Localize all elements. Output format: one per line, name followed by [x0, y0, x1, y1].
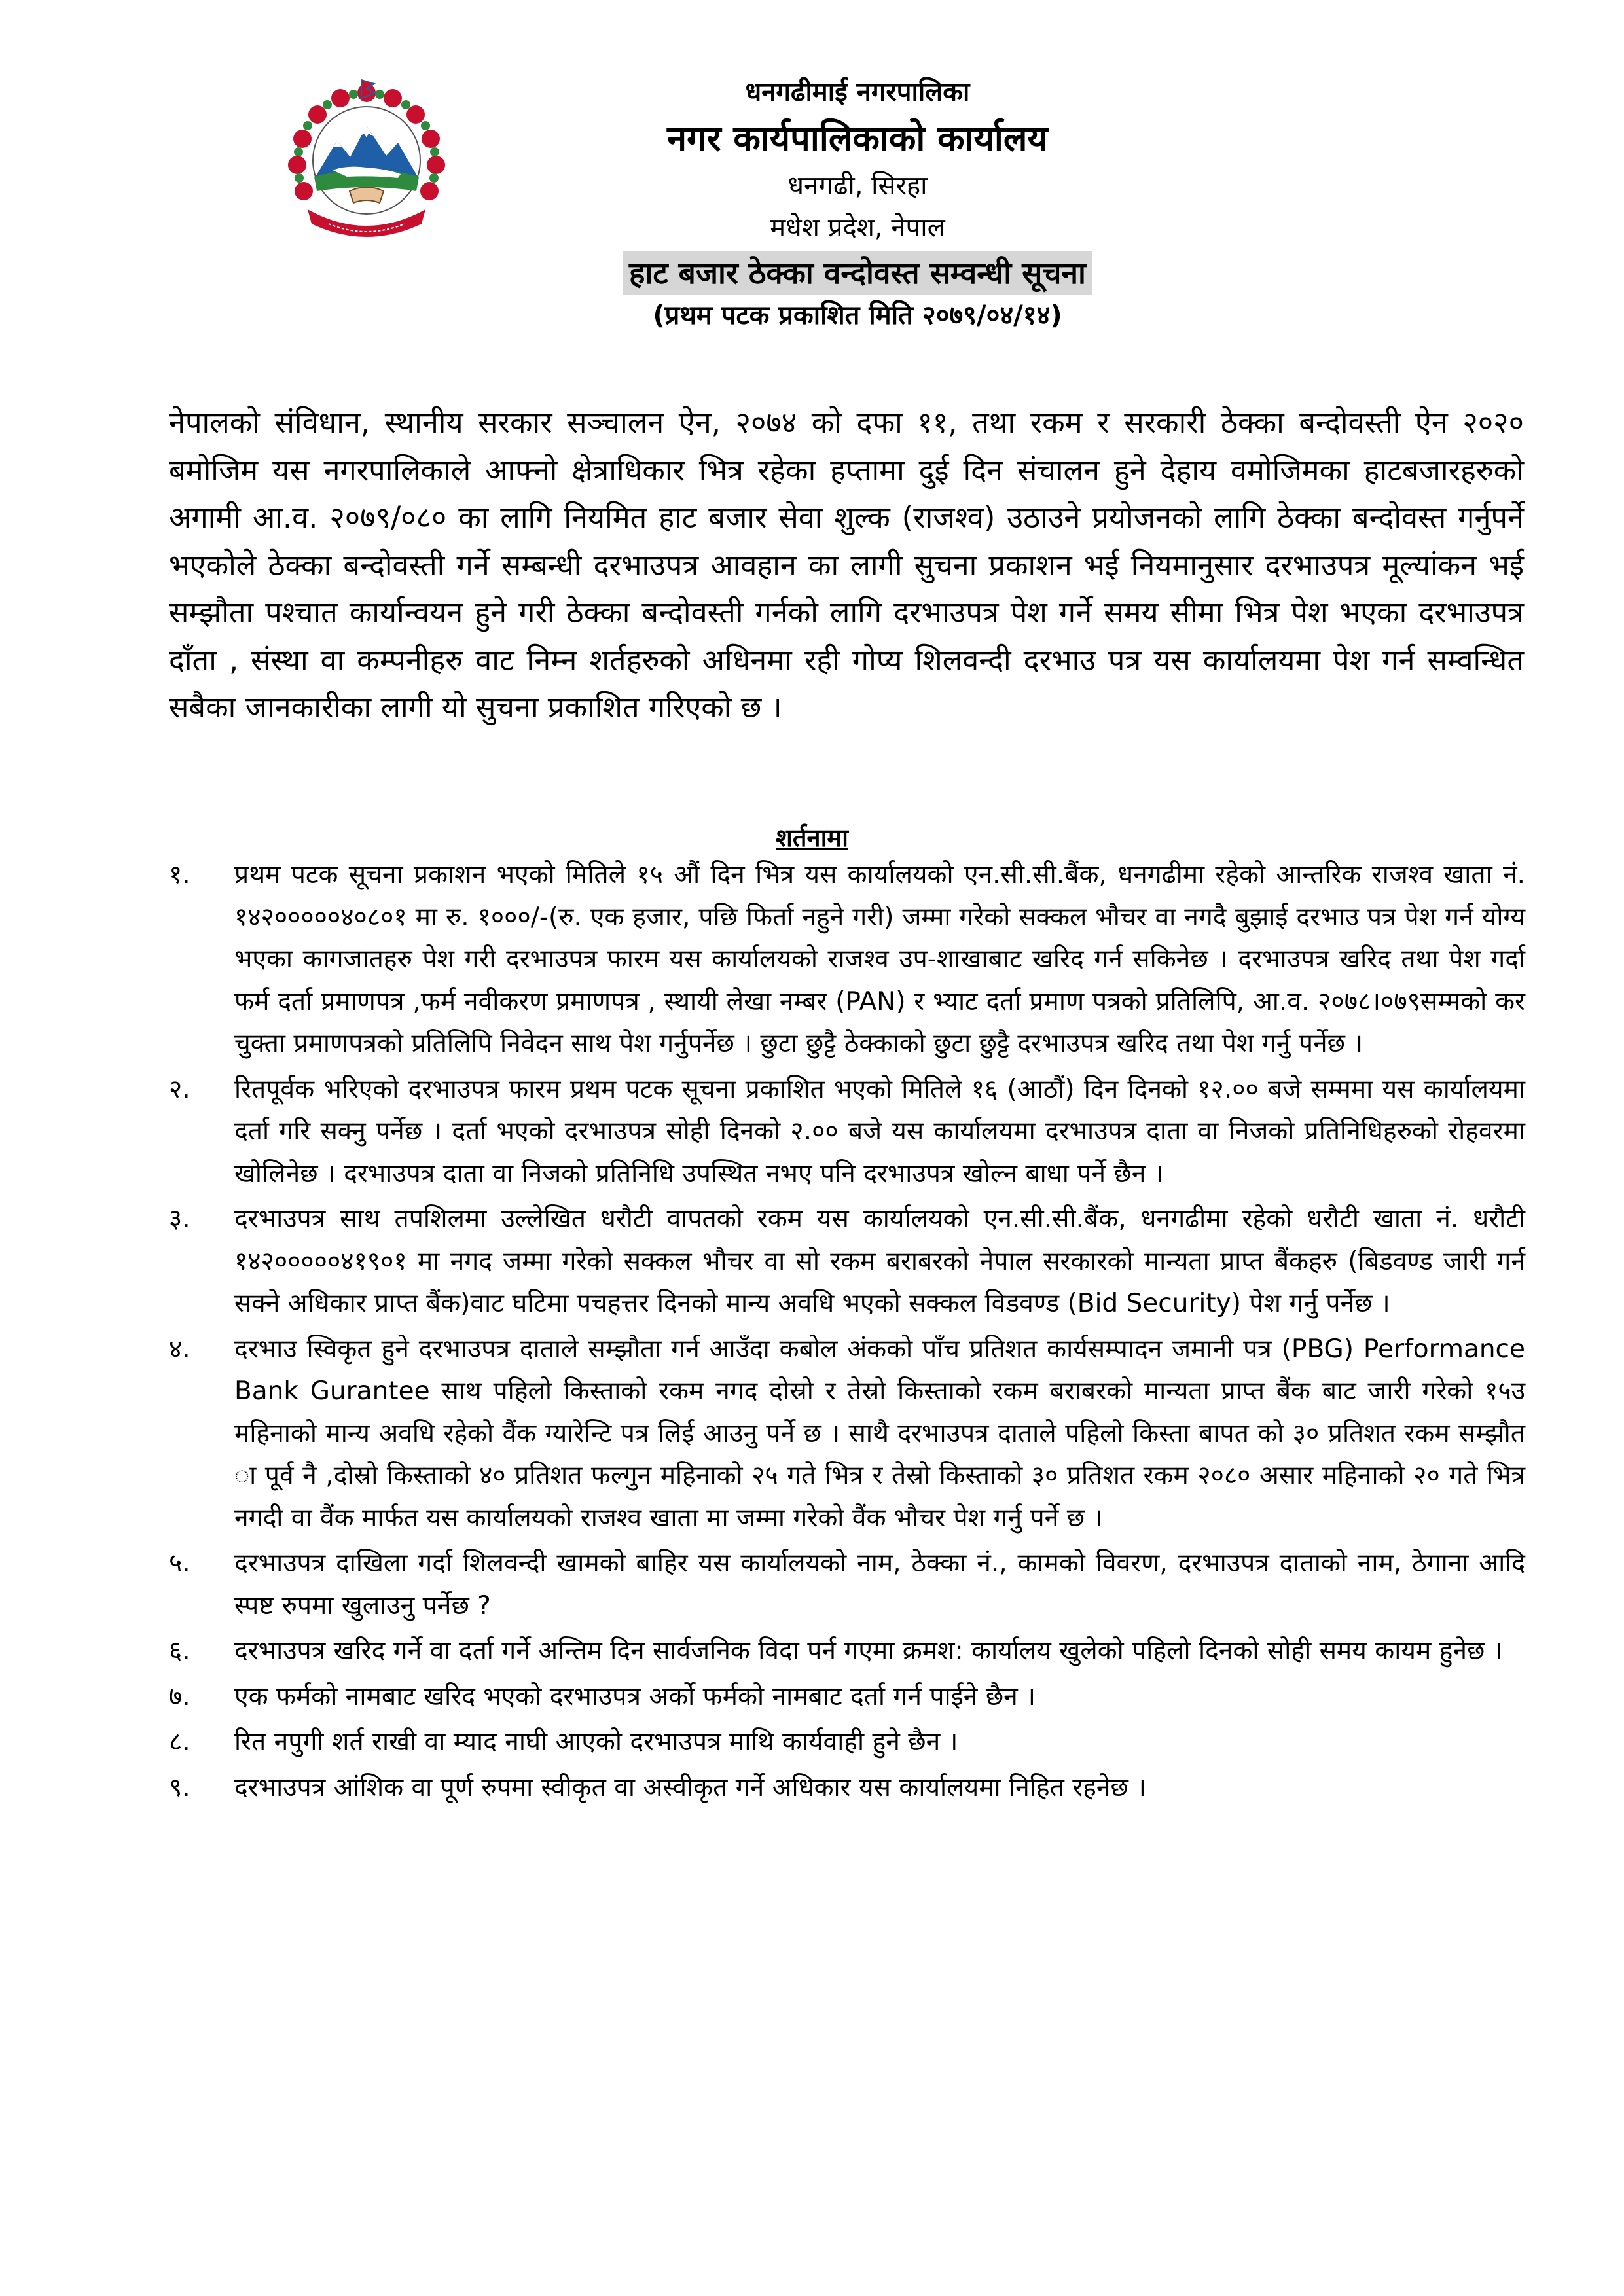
nepal-government-emblem-icon	[281, 79, 452, 249]
condition-number: ९.	[169, 1772, 190, 1803]
address-line-1: धनगढी, सिरहा	[787, 171, 928, 201]
condition-number: १.	[169, 860, 190, 889]
condition-text: दरभाउपत्र आंशिक वा पूर्ण रुपमा स्वीकृत वा अस्वीकृत गर्ने अधिकार यस कार्यालयमा निहित रहनेछ ।	[234, 1772, 1147, 1803]
condition-number: ७.	[169, 1681, 190, 1712]
intro-paragraph: नेपालको संविधान, स्थानीय सरकार सञ्चालन ऐन, २०७४ को दफा ११, तथा रकम र सरकारी ठेक्का बन्दोवस्ती ऐन २०२० बमोजिम यस नगरपालिकाले आफ्नो क्षेत्राधिकार भित्र रहेका हप्तामा दुई दिन संचालन हुने देहाय वमोजिमका हाटबजारहरुको अगामी आ.व. २०७९/०८० का लागि नियमित हाट बजार सेवा शुल्क (राजश्व) उठाउने प्रयोजनको लागि ठेक्का बन्दोवस्त गर्नुपर्ने भएकोले ठेक्का बन्दोवस्ती गर्ने सम्बन्धी दरभाउपत्र आवहान का लागी सुचना प्रकाशन भई नियमानुसार दरभाउपत्र मूल्यांकन भई सम्झौता पश्चात कार्यान्वयन हुने गरी ठेक्का बन्दोवस्ती गर्नको लागि दरभाउपत्र पेश गर्ने समय सीमा भित्र पेश भएका दरभाउपत्र दाँता , संस्था वा कम्पनीहरु वाट निम्न शर्तहरुको अधिनमा रही गोप्य शिलवन्दी दरभाउ पत्र यस कार्यालयमा पेश गर्न सम्वन्धित सबैका जानकारीका लागी यो सुचना प्रकाशित गरिएको छ ।	[169, 405, 1524, 725]
condition-item	[169, 1676, 1525, 1719]
municipality-name: धनगढीमाई नगरपालिका	[745, 77, 970, 107]
condition-item	[169, 1069, 1525, 1196]
condition-item	[169, 1721, 1525, 1764]
conditions-list	[169, 854, 1525, 1812]
condition-text: दरभाउपत्र साथ तपशिलमा उल्लेखित धरौटी वापतको रकम यस कार्यालयको एन.सी.सी.बैंक, धनगढीमा रहेको धरौटी खाता नं. धरौटी १४२०००००४१९०१ मा नगद जम्मा गरेको सक्कल भौचर वा सो रकम बराबरको नेपाल सरकारको मान्यता प्राप्त बैंकहरु (बिडवण्ड जारी गर्न सक्ने अधिकार प्राप्त बैंक)वाट घटिमा पचहत्तर दिनको मान्य अवधि भएको सक्कल विडवण्ड (Bid Security) पेश गर्नु पर्नेछ ।	[234, 1204, 1525, 1318]
condition-item	[169, 1198, 1525, 1325]
condition-number: ४.	[169, 1334, 190, 1364]
publish-date: (प्रथम पटक प्रकाशित मिति २०७९/०४/१४)	[653, 300, 1062, 331]
condition-number: ८.	[169, 1727, 190, 1757]
address-line-2: मधेश प्रदेश, नेपाल	[770, 213, 945, 243]
condition-item	[169, 1329, 1525, 1540]
letterhead	[497, 72, 1218, 336]
conditions-title: शर्तनामा	[776, 823, 848, 852]
condition-number: ३.	[169, 1204, 190, 1234]
condition-item	[169, 854, 1525, 1066]
condition-number: २.	[169, 1074, 190, 1104]
condition-number: ६.	[169, 1636, 190, 1666]
condition-item	[169, 1630, 1525, 1673]
condition-text: रितपूर्वक भरिएको दरभाउपत्र फारम प्रथम पटक सूचना प्रकाशित भएको मितिले १६ (आठौं) दिन दिनको १२.०० बजे सम्ममा यस कार्यालयमा दर्ता गरि सक्नु पर्नेछ । दर्ता भएको दरभाउपत्र सोही दिनको २.०० बजे यस कार्यालयमा दरभाउपत्र दाता वा निजको प्रतिनिधिहरुको रोहवरमा खोलिनेछ । दरभाउपत्र दाता वा निजको प्रतिनिधि उपस्थित नभए पनि दरभाउपत्र खोल्न बाधा पर्ने छैन ।	[234, 1074, 1525, 1189]
condition-text: दरभाउपत्र खरिद गर्ने वा दर्ता गर्ने अन्तिम दिन सार्वजनिक विदा पर्न गएमा क्रमश: कार्यालय खुलेको पहिलो दिनको सोही समय कायम हुनेछ ।	[234, 1636, 1503, 1666]
condition-number: ५.	[169, 1549, 190, 1578]
notice-subject: हाट बजार ठेक्का वन्दोवस्त सम्वन्धी सूचना	[623, 251, 1092, 295]
office-name: नगर कार्यपालिकाको कार्यालय	[667, 118, 1048, 159]
condition-text: एक फर्मको नामबाट खरिद भएको दरभाउपत्र अर्को फर्मको नामबाट दर्ता गर्न पाईने छैन ।	[234, 1681, 1036, 1712]
condition-text: प्रथम पटक सूचना प्रकाशन भएको मितिले १५ औं दिन भित्र यस कार्यालयको एन.सी.सी.बैंक, धनगढीमा रहेको आन्तरिक राजश्व खाता नं. १४२०००००४०८०१ मा रु. १०००/-(रु. एक हजार, पछि फिर्ता नहुने गरी) जम्मा गरेको सक्कल भौचर वा नगदै बुझाई दरभाउ पत्र पेश गर्न योग्य भएका कागजातहरु पेश गरी दरभाउपत्र फारम यस कार्यालयको राजश्व उप-शाखाबाट खरिद गर्न सकिनेछ । दरभाउपत्र खरिद तथा पेश गर्दा फर्म दर्ता प्रमाणपत्र ,फर्म नवीकरण प्रमाणपत्र , स्थायी लेखा नम्बर (PAN) र भ्याट दर्ता प्रमाण पत्रको प्रतिलिपि, आ.व. २०७८।०७९सम्मको कर चुक्ता प्रमाणपत्रको प्रतिलिपि निवेदन साथ पेश गर्नुपर्नेछ । छुटा छुट्टै ठेक्काको छुटा छुट्टै दरभाउपत्र खरिद तथा पेश गर्नु पर्नेछ ।	[234, 860, 1525, 1058]
condition-text: रित नपुगी शर्त राखी वा म्याद नाघी आएको दरभाउपत्र माथि कार्यवाही हुने छैन ।	[234, 1727, 958, 1757]
condition-text: दरभाउ स्विकृत हुने दरभाउपत्र दाताले सम्झौता गर्न आउँदा कबोल अंकको पाँच प्रतिशत कार्यसम्पादन जमानी पत्र (PBG) Performance Bank Gurantee साथ पहिलो किस्ताको रकम नगद दोस्रो र तेस्रो किस्ताको रकम बराबरको मान्यता प्राप्त बैंक बाट जारी गरेको १५उ महिनाको मान्य अवधि रहेको वैंक ग्यारेन्टि पत्र लिई आउनु पर्ने छ । साथै दरभाउपत्र दाताले पहिलो किस्ता बापत को ३० प्रतिशत रकम सम्झौत ा पूर्व नै ,दोस्रो किस्ताको ४० प्रतिशत फल्गुन महिनाको २५ गते भित्र र तेस्रो किस्ताको ३० प्रतिशत रकम २०८० असार महिनाको २० गते भित्र नगदी वा वैंक मार्फत यस कार्यालयको राजश्व खाता मा जम्मा गरेको वैंक भौचर पेश गर्नु पर्ने छ ।	[234, 1334, 1525, 1533]
condition-item	[169, 1767, 1525, 1810]
condition-text: दरभाउपत्र दाखिला गर्दा शिलवन्दी खामको बाहिर यस कार्यालयको नाम, ठेक्का नं., कामको विवरण, दरभाउपत्र दाताको नाम, ठेगाना आदि स्पष्ट रुपमा खुलाउनु पर्नेछ ?	[234, 1549, 1525, 1621]
condition-item	[169, 1543, 1525, 1627]
